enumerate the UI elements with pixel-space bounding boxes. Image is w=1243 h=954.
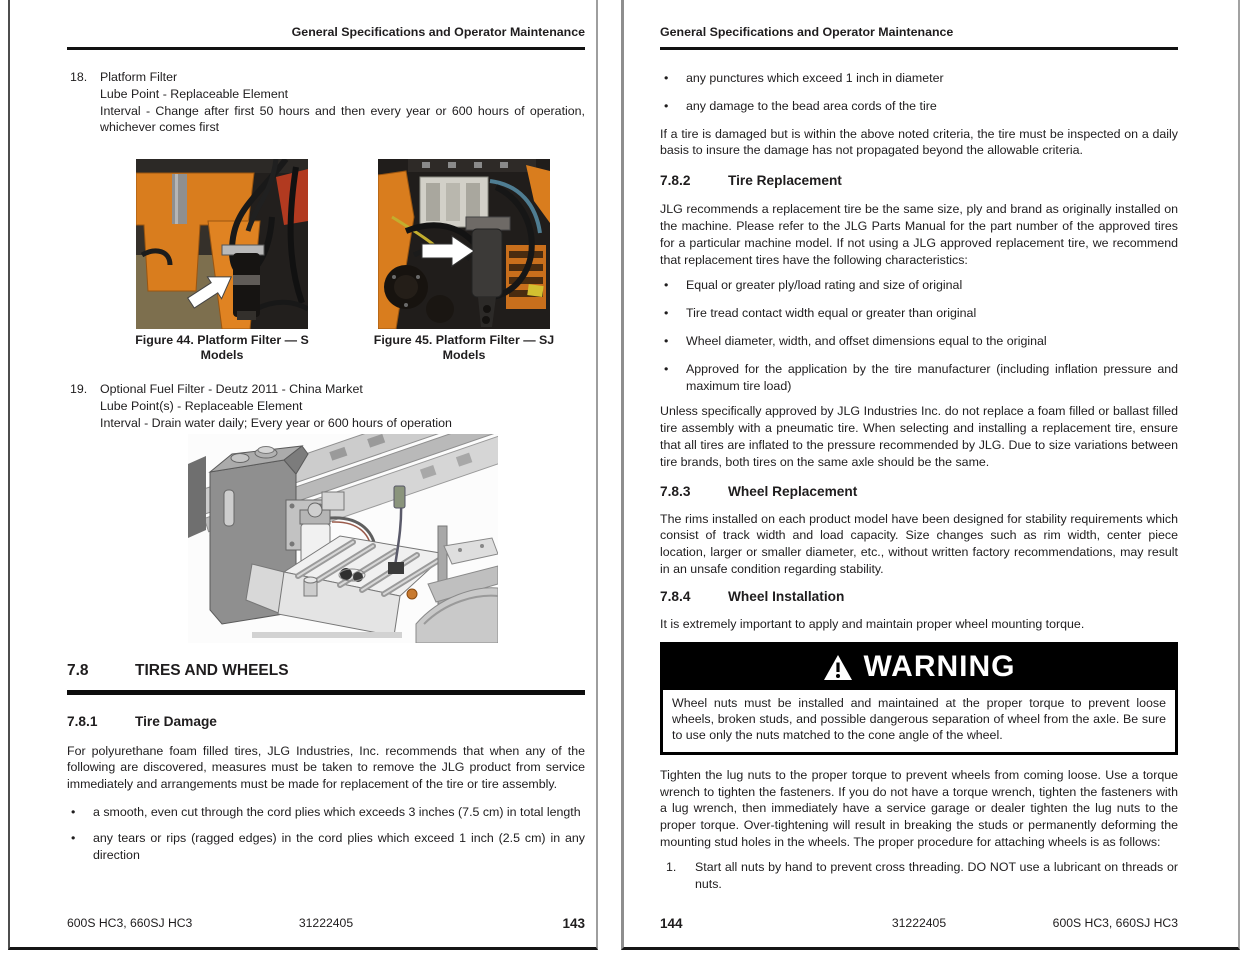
page-right bbox=[621, 0, 1240, 950]
bullet-marker: • bbox=[664, 278, 669, 293]
bullet-item bbox=[660, 361, 1178, 395]
footer-part-number: 31222405 bbox=[891, 916, 947, 930]
bullet-text: any punctures which exceed 1 inch in diameter bbox=[686, 71, 944, 85]
section-heading-7-8-2 bbox=[660, 172, 1178, 189]
list-item-19 bbox=[67, 381, 585, 431]
bullet-item bbox=[660, 277, 1178, 294]
paragraph: Unless specifically approved by JLG Industries Inc. do not replace a foam filled or ballast filled tire assembly with a pneumatic tire. When selecting and installing a replacement tire, ensure that all tires are inflated to the pressure recommended by JLG. Due to size variations between tire brands, both tires on the same axle should be the same. bbox=[660, 404, 1178, 469]
figure-45 bbox=[373, 159, 555, 363]
bullet-item bbox=[660, 70, 1178, 87]
paragraph: For polyurethane foam filled tires, JLG Industries, Inc. recommends that when any of the following are discovered, measures must be taken to remove the JLG product from service immediately and arrangements must be made for replacement of the tire or tire assembly. bbox=[67, 743, 585, 792]
figure-44 bbox=[136, 159, 308, 363]
item-line: Platform Filter bbox=[100, 70, 178, 84]
figure-caption: Figure 44. Platform Filter — S bbox=[135, 333, 309, 348]
warning-body: Wheel nuts must be installed and maintained at the proper torque to prevent loose wheels, broken studs, and possible dangerous separation of wheel from the axle. Be sure to use only the nuts matched to the cone angle of the wheel. bbox=[672, 695, 1166, 743]
page-footer bbox=[660, 916, 1178, 931]
section-number: 7.8.3 bbox=[660, 483, 691, 499]
footer-model: 600S HC3, 660SJ HC3 bbox=[1052, 916, 1178, 930]
figure-caption: Models bbox=[200, 348, 244, 363]
bullet-text: Equal or greater ply/load rating and size of original bbox=[686, 278, 963, 293]
section-title: TIRES AND WHEELS bbox=[135, 661, 289, 679]
item-line: Interval - Drain water daily; Every year or 600 hours of operation bbox=[100, 415, 452, 430]
section-heading-7-8-3 bbox=[660, 483, 1178, 500]
section-title: Wheel Installation bbox=[728, 588, 845, 604]
section-heading-7-8-1 bbox=[67, 713, 585, 730]
bullet-item bbox=[67, 804, 585, 821]
bullet-text: Tire tread contact width equal or greater than original bbox=[686, 306, 977, 321]
warning-title: WARNING bbox=[863, 650, 1016, 684]
warning-banner bbox=[663, 645, 1175, 690]
section-title: Wheel Replacement bbox=[728, 483, 858, 499]
paragraph: It is extremely important to apply and maintain proper wheel mounting torque. bbox=[660, 616, 1085, 631]
figure-caption: Figure 45. Platform Filter — SJ bbox=[373, 333, 555, 348]
section-rule bbox=[67, 690, 585, 695]
bullet-text: any tears or rips (ragged edges) in the cord plies which exceed 1 inch (2.5 cm) in any direction bbox=[93, 830, 585, 862]
fuel-filter-illustration bbox=[188, 434, 498, 643]
section-number: 7.8.2 bbox=[660, 173, 691, 189]
page-footer bbox=[67, 916, 585, 931]
item-line: Interval - Change after first 50 hours and then every year or 600 hours of operation, whichever comes first bbox=[100, 103, 585, 135]
paragraph: The rims installed on each product model have been designed for stability requirements which consist of track width and load capacity. Size changes such as rim width, center piece location, larger or smaller diameter, etc., without written factory recommendations, may result in an unsafe condition regarding stability. bbox=[660, 511, 1178, 576]
item-number: 19. bbox=[70, 382, 88, 397]
bullet-marker: • bbox=[71, 804, 76, 819]
step-number: 1. bbox=[666, 859, 677, 874]
section-heading-7-8-4 bbox=[660, 588, 1178, 605]
section-number: 7.8.4 bbox=[660, 588, 691, 604]
section-number: 7.8.1 bbox=[67, 713, 98, 729]
header-rule bbox=[660, 47, 1178, 50]
item-line: Optional Fuel Filter - Deutz 2011 - China Market bbox=[100, 382, 363, 397]
figure-45-photo bbox=[378, 159, 550, 329]
bullet-item bbox=[660, 305, 1178, 322]
section-title: Tire Damage bbox=[135, 713, 217, 729]
paragraph: If a tire is damaged but is within the above noted criteria, the tire must be inspected on a daily basis to insure the damage has not propagated beyond the allowable criteria. bbox=[660, 126, 1178, 158]
footer-page-number: 144 bbox=[660, 916, 683, 931]
fuel-filter-figure bbox=[188, 434, 585, 648]
item-number: 18. bbox=[70, 70, 88, 84]
paragraph: Tighten the lug nuts to the proper torque to prevent wheels from coming loose. Use a torque wrench to tighten the fasteners. If you do not have a torque wrench, tighten the fasteners with a lug wrench, then immediately have a service garage or dealer tighten the lug nuts to the proper torque. Over-tightening will result in breaking the studs or permanently deforming the mounting stud holes in the wheels. The proper procedure for attaching wheels is as follows: bbox=[660, 767, 1178, 849]
bullet-item bbox=[67, 830, 585, 864]
page-header-title: General Specifications and Operator Maintenance bbox=[291, 25, 585, 39]
section-number: 7.8 bbox=[67, 661, 89, 679]
bullet-marker: • bbox=[664, 98, 669, 113]
figure-row bbox=[136, 159, 585, 363]
figure-44-photo bbox=[136, 159, 308, 329]
footer-part-number: 31222405 bbox=[298, 916, 354, 930]
bullet-marker: • bbox=[664, 71, 669, 85]
page-header-title: General Specifications and Operator Maintenance bbox=[660, 25, 954, 39]
bullet-text: a smooth, even cut through the cord plies which exceeds 3 inches (7.5 cm) in total length bbox=[93, 804, 581, 819]
header-rule bbox=[67, 47, 585, 50]
figure-caption: Models bbox=[442, 348, 486, 363]
bullet-text: Approved for the application by the tire manufacturer (including inflation pressure and maximum tire load) bbox=[686, 361, 1178, 393]
footer-page-number: 143 bbox=[562, 916, 585, 931]
bullet-marker: • bbox=[71, 830, 76, 845]
warning-box bbox=[660, 642, 1178, 755]
bullet-text: any damage to the bead area cords of the tire bbox=[686, 98, 937, 113]
paragraph: JLG recommends a replacement tire be the same size, ply and brand as originally installed on the machine. Please refer to the JLG Parts Manual for the part number of the approved tires for a particular machine model. If not using a JLG approved replacement tire, we recommend that replacement tires have the following characteristics: bbox=[660, 202, 1178, 267]
bullet-item bbox=[660, 333, 1178, 350]
page-left bbox=[8, 0, 598, 950]
section-heading-7-8 bbox=[67, 661, 585, 680]
bullet-text: Wheel diameter, width, and offset dimensions equal to the original bbox=[686, 333, 1047, 348]
list-item-18 bbox=[67, 69, 585, 136]
item-line: Lube Point(s) - Replaceable Element bbox=[100, 398, 303, 413]
item-line: Lube Point - Replaceable Element bbox=[100, 86, 289, 101]
bullet-item bbox=[660, 98, 1178, 115]
bullet-marker: • bbox=[664, 333, 669, 348]
numbered-step bbox=[666, 859, 1178, 893]
footer-model: 600S HC3, 660SJ HC3 bbox=[67, 916, 193, 930]
section-title: Tire Replacement bbox=[728, 173, 842, 189]
warning-triangle-icon bbox=[823, 654, 853, 681]
bullet-marker: • bbox=[664, 361, 669, 376]
step-text: Start all nuts by hand to prevent cross threading. DO NOT use a lubricant on threads or nuts. bbox=[695, 859, 1178, 891]
bullet-marker: • bbox=[664, 306, 669, 321]
